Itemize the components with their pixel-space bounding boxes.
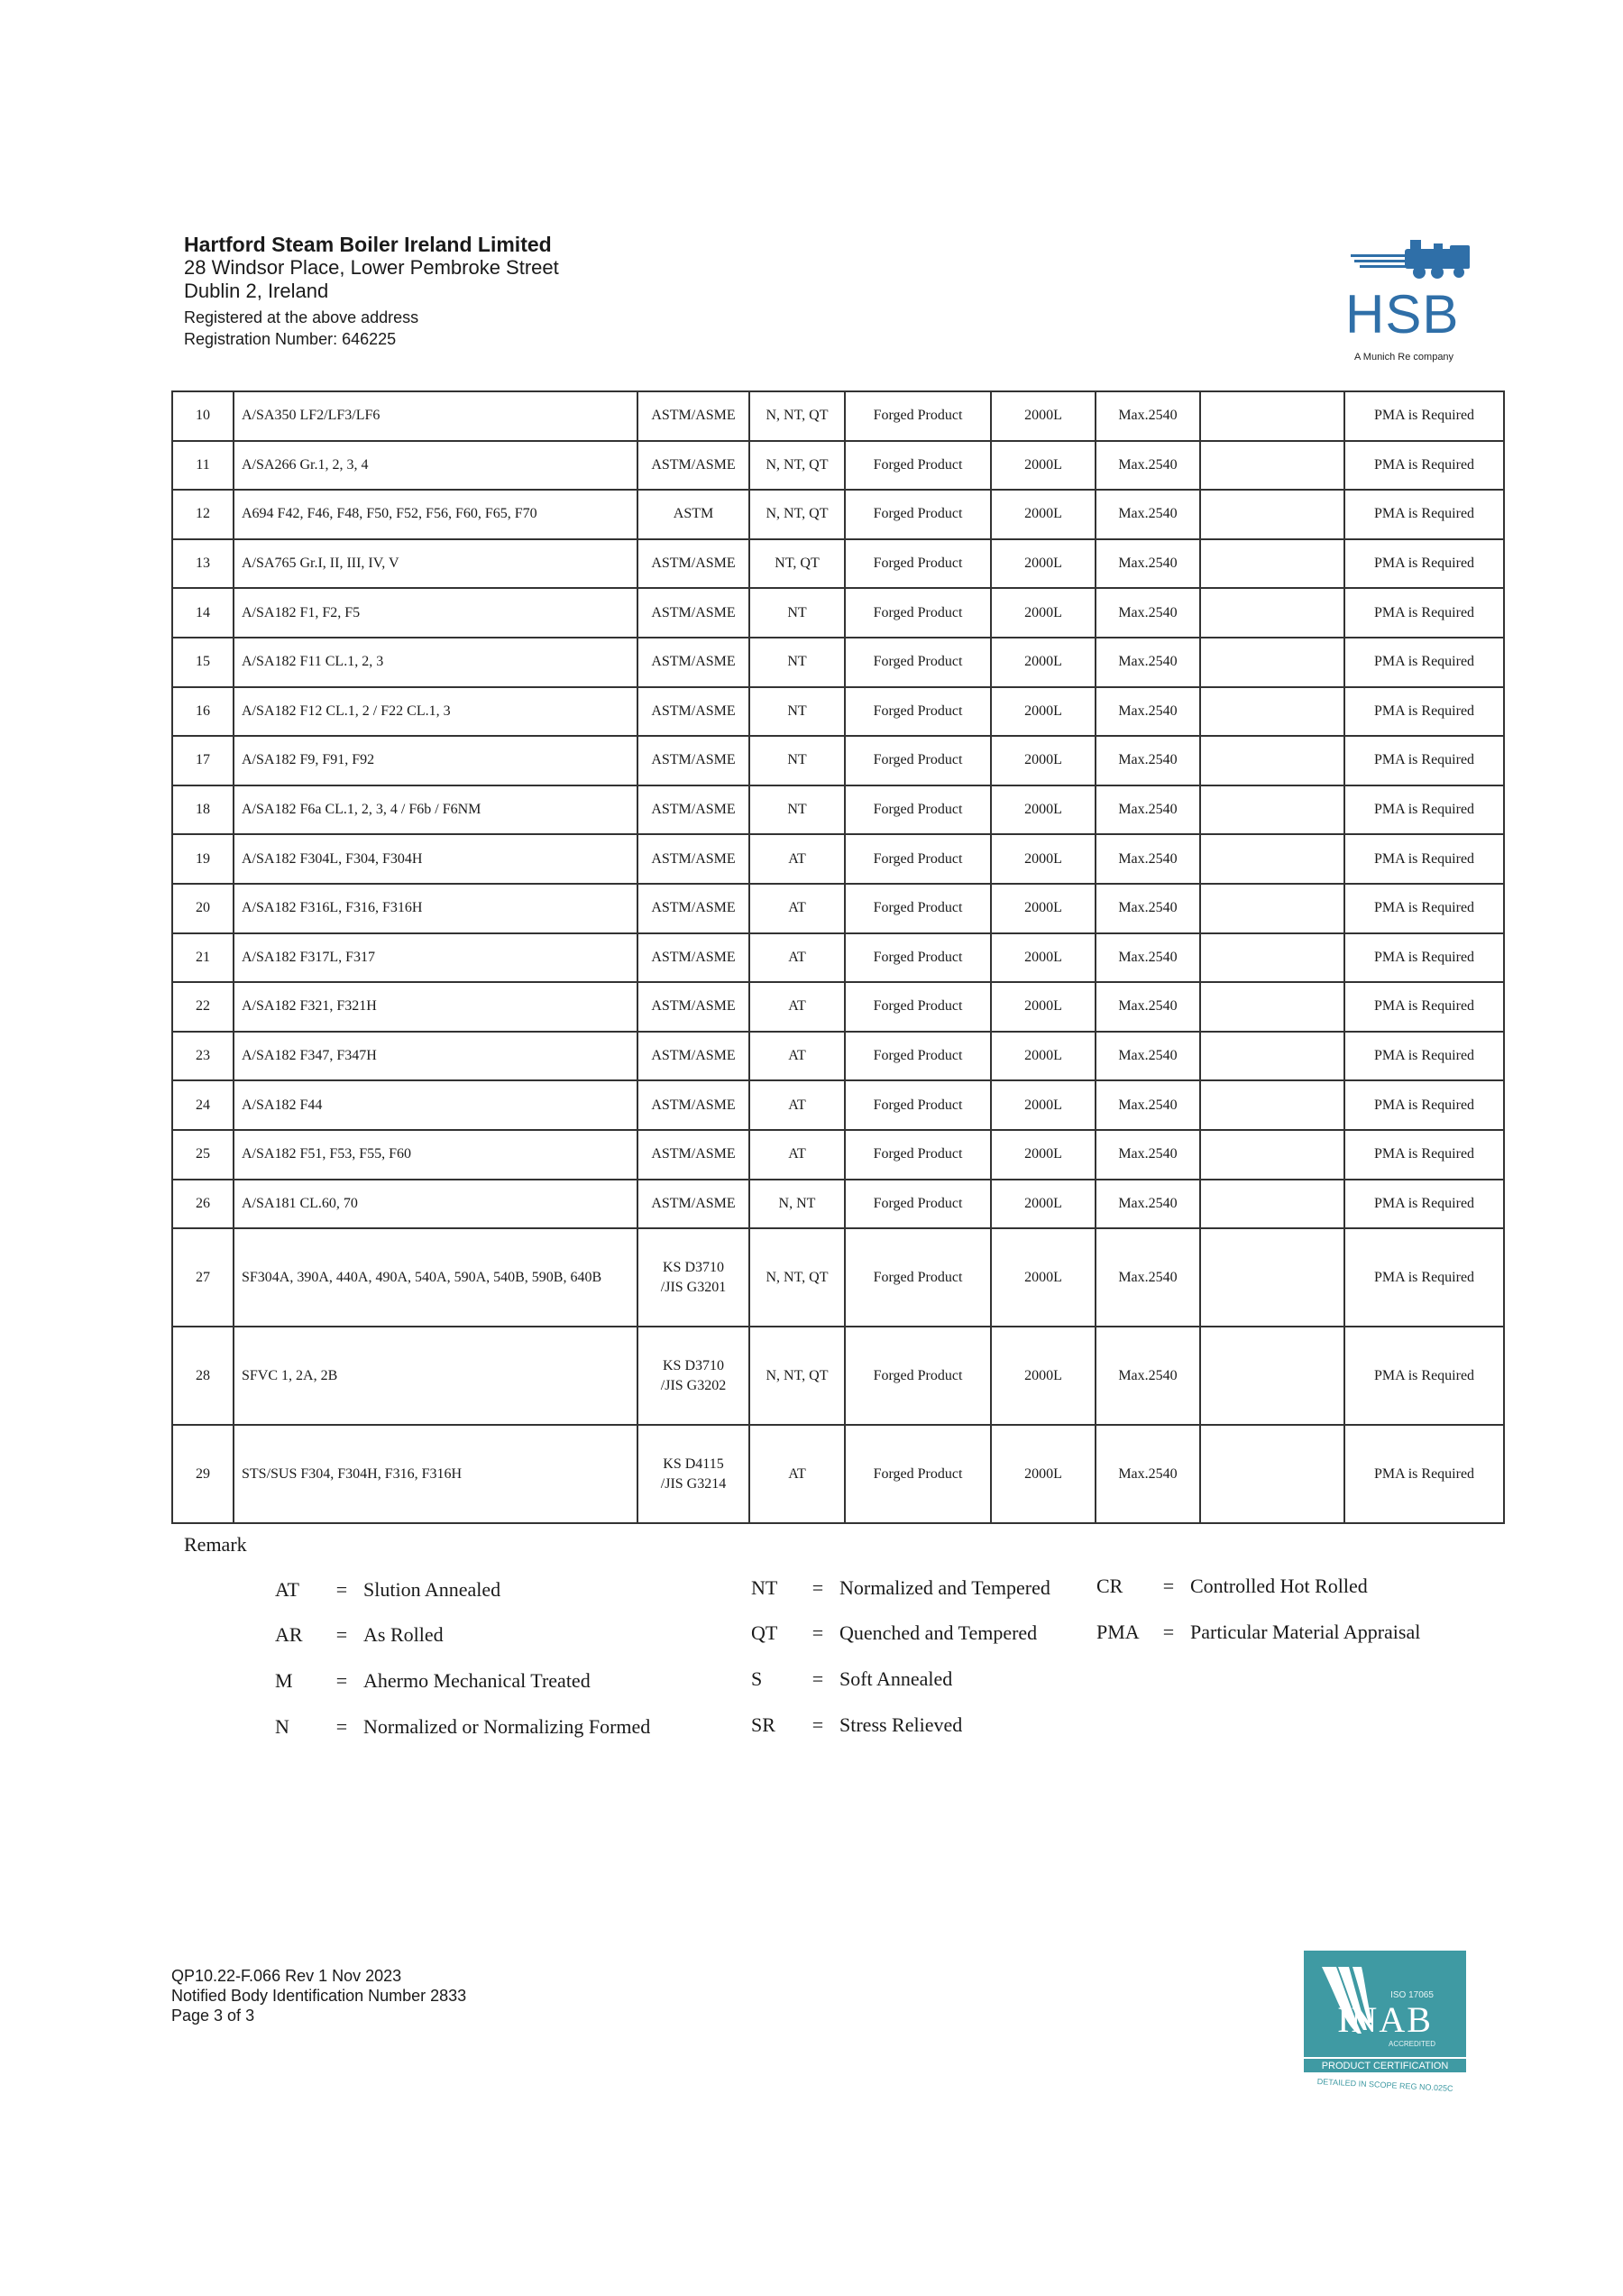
thickness-cell: 2000L bbox=[991, 1032, 1096, 1081]
materials-table bbox=[171, 390, 1505, 1524]
dimension-cell: Max.2540 bbox=[1096, 785, 1200, 835]
table-row bbox=[172, 1080, 1504, 1130]
table-row bbox=[172, 834, 1504, 884]
thickness-cell: 2000L bbox=[991, 834, 1096, 884]
remark-cell: PMA is Required bbox=[1344, 490, 1504, 539]
inab-accredited: ACCREDITED bbox=[1388, 2040, 1436, 2048]
blank-cell bbox=[1200, 834, 1344, 884]
material-cell: SFVC 1, 2A, 2B bbox=[234, 1327, 637, 1425]
legend-ar: AR = As Rolled bbox=[275, 1623, 444, 1646]
table-row bbox=[172, 490, 1504, 539]
standard-cell: ASTM/ASME bbox=[637, 884, 749, 933]
inab-mark: INAB bbox=[1337, 1999, 1433, 2040]
standard-cell: ASTM/ASME bbox=[637, 933, 749, 983]
table-row bbox=[172, 785, 1504, 835]
row-number: 24 bbox=[172, 1080, 234, 1130]
dimension-cell: Max.2540 bbox=[1096, 884, 1200, 933]
treatment-cell: NT bbox=[749, 638, 845, 687]
inab-badge-icon bbox=[1304, 1951, 1466, 2113]
material-cell: A/SA182 F51, F53, F55, F60 bbox=[234, 1130, 637, 1180]
dimension-cell: Max.2540 bbox=[1096, 834, 1200, 884]
material-cell: A/SA182 F1, F2, F5 bbox=[234, 588, 637, 638]
treatment-cell: N, NT, QT bbox=[749, 1327, 845, 1425]
blank-cell bbox=[1200, 785, 1344, 835]
material-cell: A/SA182 F12 CL.1, 2 / F22 CL.1, 3 bbox=[234, 687, 637, 737]
row-number: 17 bbox=[172, 736, 234, 785]
treatment-cell: AT bbox=[749, 1032, 845, 1081]
remark-cell: PMA is Required bbox=[1344, 785, 1504, 835]
thickness-cell: 2000L bbox=[991, 933, 1096, 983]
standard-cell: ASTM/ASME bbox=[637, 1180, 749, 1229]
blank-cell bbox=[1200, 884, 1344, 933]
table-row bbox=[172, 1130, 1504, 1180]
product-form-cell: Forged Product bbox=[845, 1080, 991, 1130]
standard-cell: ASTM/ASME bbox=[637, 687, 749, 737]
table-row bbox=[172, 588, 1504, 638]
thickness-cell: 2000L bbox=[991, 736, 1096, 785]
blank-cell bbox=[1200, 687, 1344, 737]
form-reference: QP10.22-F.066 Rev 1 Nov 2023 bbox=[171, 1967, 402, 1985]
material-cell: A/SA266 Gr.1, 2, 3, 4 bbox=[234, 441, 637, 491]
dimension-cell: Max.2540 bbox=[1096, 982, 1200, 1032]
product-form-cell: Forged Product bbox=[845, 1130, 991, 1180]
row-number: 15 bbox=[172, 638, 234, 687]
treatment-cell: NT bbox=[749, 588, 845, 638]
standard-cell: ASTM bbox=[637, 490, 749, 539]
thickness-cell: 2000L bbox=[991, 539, 1096, 589]
blank-cell bbox=[1200, 391, 1344, 441]
treatment-cell: AT bbox=[749, 1080, 845, 1130]
product-form-cell: Forged Product bbox=[845, 736, 991, 785]
product-form-cell: Forged Product bbox=[845, 1425, 991, 1523]
table-row bbox=[172, 441, 1504, 491]
remark-cell: PMA is Required bbox=[1344, 1327, 1504, 1425]
thickness-cell: 2000L bbox=[991, 638, 1096, 687]
locomotive-icon bbox=[1351, 236, 1477, 280]
material-cell: A/SA182 F321, F321H bbox=[234, 982, 637, 1032]
standard-cell: KS D3710 /JIS G3201 bbox=[637, 1228, 749, 1327]
treatment-cell: N, NT, QT bbox=[749, 441, 845, 491]
dimension-cell: Max.2540 bbox=[1096, 638, 1200, 687]
blank-cell bbox=[1200, 982, 1344, 1032]
product-form-cell: Forged Product bbox=[845, 1327, 991, 1425]
row-number: 16 bbox=[172, 687, 234, 737]
dimension-cell: Max.2540 bbox=[1096, 1180, 1200, 1229]
blank-cell bbox=[1200, 1180, 1344, 1229]
row-number: 22 bbox=[172, 982, 234, 1032]
material-cell: A/SA182 F9, F91, F92 bbox=[234, 736, 637, 785]
remark-cell: PMA is Required bbox=[1344, 588, 1504, 638]
dimension-cell: Max.2540 bbox=[1096, 1425, 1200, 1523]
blank-cell bbox=[1200, 933, 1344, 983]
dimension-cell: Max.2540 bbox=[1096, 391, 1200, 441]
inab-scope: DETAILED IN SCOPE REG NO.025C bbox=[1316, 2077, 1453, 2093]
table-row bbox=[172, 1228, 1504, 1327]
row-number: 14 bbox=[172, 588, 234, 638]
material-cell: SF304A, 390A, 440A, 490A, 540A, 590A, 540B, 590B, 640B bbox=[234, 1228, 637, 1327]
dimension-cell: Max.2540 bbox=[1096, 1032, 1200, 1081]
remark-cell: PMA is Required bbox=[1344, 1228, 1504, 1327]
remark-cell: PMA is Required bbox=[1344, 638, 1504, 687]
standard-cell: ASTM/ASME bbox=[637, 834, 749, 884]
remark-cell: PMA is Required bbox=[1344, 539, 1504, 589]
table-row bbox=[172, 1327, 1504, 1425]
thickness-cell: 2000L bbox=[991, 490, 1096, 539]
remark-cell: PMA is Required bbox=[1344, 884, 1504, 933]
page-number: Page 3 of 3 bbox=[171, 2007, 255, 2025]
standard-cell: ASTM/ASME bbox=[637, 982, 749, 1032]
dimension-cell: Max.2540 bbox=[1096, 1130, 1200, 1180]
blank-cell bbox=[1200, 1032, 1344, 1081]
row-number: 13 bbox=[172, 539, 234, 589]
row-number: 18 bbox=[172, 785, 234, 835]
material-cell: A/SA182 F44 bbox=[234, 1080, 637, 1130]
treatment-cell: N, NT bbox=[749, 1180, 845, 1229]
legend-s: S = Soft Annealed bbox=[751, 1667, 953, 1690]
product-form-cell: Forged Product bbox=[845, 490, 991, 539]
standard-cell: ASTM/ASME bbox=[637, 391, 749, 441]
remark-heading: Remark bbox=[184, 1533, 247, 1556]
letterhead bbox=[184, 233, 559, 350]
remark-cell: PMA is Required bbox=[1344, 1180, 1504, 1229]
dimension-cell: Max.2540 bbox=[1096, 588, 1200, 638]
blank-cell bbox=[1200, 490, 1344, 539]
product-form-cell: Forged Product bbox=[845, 638, 991, 687]
legend-sr: SR = Stress Relieved bbox=[751, 1713, 963, 1736]
table-row bbox=[172, 1425, 1504, 1523]
hsb-logo bbox=[1343, 236, 1479, 372]
blank-cell bbox=[1200, 1080, 1344, 1130]
product-form-cell: Forged Product bbox=[845, 834, 991, 884]
treatment-cell: NT bbox=[749, 687, 845, 737]
address-line-2: Dublin 2, Ireland bbox=[184, 280, 329, 302]
standard-cell: ASTM/ASME bbox=[637, 785, 749, 835]
thickness-cell: 2000L bbox=[991, 687, 1096, 737]
thickness-cell: 2000L bbox=[991, 391, 1096, 441]
standard-cell: KS D4115 /JIS G3214 bbox=[637, 1425, 749, 1523]
standard-cell: ASTM/ASME bbox=[637, 588, 749, 638]
material-cell: A694 F42, F46, F48, F50, F52, F56, F60, F65, F70 bbox=[234, 490, 637, 539]
blank-cell bbox=[1200, 736, 1344, 785]
product-form-cell: Forged Product bbox=[845, 391, 991, 441]
product-form-cell: Forged Product bbox=[845, 982, 991, 1032]
material-cell: STS/SUS F304, F304H, F316, F316H bbox=[234, 1425, 637, 1523]
thickness-cell: 2000L bbox=[991, 1228, 1096, 1327]
product-form-cell: Forged Product bbox=[845, 687, 991, 737]
material-cell: A/SA181 CL.60, 70 bbox=[234, 1180, 637, 1229]
inab-accreditation-logo bbox=[1304, 1951, 1466, 2113]
table-row bbox=[172, 982, 1504, 1032]
hsb-wordmark: HSB bbox=[1345, 284, 1460, 344]
product-form-cell: Forged Product bbox=[845, 441, 991, 491]
thickness-cell: 2000L bbox=[991, 1130, 1096, 1180]
standard-cell: ASTM/ASME bbox=[637, 736, 749, 785]
dimension-cell: Max.2540 bbox=[1096, 1327, 1200, 1425]
thickness-cell: 2000L bbox=[991, 1180, 1096, 1229]
remark-cell: PMA is Required bbox=[1344, 736, 1504, 785]
legend-n: N = Normalized or Normalizing Formed bbox=[275, 1715, 651, 1738]
remark-cell: PMA is Required bbox=[1344, 441, 1504, 491]
table-row bbox=[172, 933, 1504, 983]
remark-cell: PMA is Required bbox=[1344, 1425, 1504, 1523]
thickness-cell: 2000L bbox=[991, 1425, 1096, 1523]
material-cell: A/SA182 F316L, F316, F316H bbox=[234, 884, 637, 933]
table-row bbox=[172, 1032, 1504, 1081]
treatment-cell: N, NT, QT bbox=[749, 490, 845, 539]
legend-cr: CR = Controlled Hot Rolled bbox=[1096, 1575, 1368, 1597]
dimension-cell: Max.2540 bbox=[1096, 490, 1200, 539]
dimension-cell: Max.2540 bbox=[1096, 933, 1200, 983]
row-number: 21 bbox=[172, 933, 234, 983]
material-cell: A/SA182 F347, F347H bbox=[234, 1032, 637, 1081]
treatment-cell: NT bbox=[749, 785, 845, 835]
treatment-cell: AT bbox=[749, 834, 845, 884]
table-row bbox=[172, 539, 1504, 589]
inab-category: PRODUCT CERTIFICATION bbox=[1321, 2061, 1449, 2071]
row-number: 27 bbox=[172, 1228, 234, 1327]
row-number: 25 bbox=[172, 1130, 234, 1180]
dimension-cell: Max.2540 bbox=[1096, 539, 1200, 589]
legend-m: M = Ahermo Mechanical Treated bbox=[275, 1669, 591, 1692]
dimension-cell: Max.2540 bbox=[1096, 736, 1200, 785]
dimension-cell: Max.2540 bbox=[1096, 1228, 1200, 1327]
inab-iso: ISO 17065 bbox=[1390, 1990, 1434, 2000]
treatment-cell: AT bbox=[749, 933, 845, 983]
treatment-cell: NT, QT bbox=[749, 539, 845, 589]
standard-cell: ASTM/ASME bbox=[637, 441, 749, 491]
blank-cell bbox=[1200, 1130, 1344, 1180]
table-row bbox=[172, 736, 1504, 785]
row-number: 12 bbox=[172, 490, 234, 539]
product-form-cell: Forged Product bbox=[845, 1032, 991, 1081]
row-number: 10 bbox=[172, 391, 234, 441]
company-name: Hartford Steam Boiler Ireland Limited bbox=[184, 233, 552, 256]
table-row bbox=[172, 638, 1504, 687]
treatment-cell: N, NT, QT bbox=[749, 391, 845, 441]
treatment-cell: NT bbox=[749, 736, 845, 785]
row-number: 19 bbox=[172, 834, 234, 884]
standard-cell: ASTM/ASME bbox=[637, 1080, 749, 1130]
thickness-cell: 2000L bbox=[991, 1080, 1096, 1130]
treatment-cell: N, NT, QT bbox=[749, 1228, 845, 1327]
standard-cell: ASTM/ASME bbox=[637, 638, 749, 687]
notified-body-number: Notified Body Identification Number 2833 bbox=[171, 1987, 467, 2005]
treatment-cell: AT bbox=[749, 982, 845, 1032]
remark-cell: PMA is Required bbox=[1344, 391, 1504, 441]
table-row bbox=[172, 1180, 1504, 1229]
row-number: 28 bbox=[172, 1327, 234, 1425]
product-form-cell: Forged Product bbox=[845, 933, 991, 983]
remark-cell: PMA is Required bbox=[1344, 834, 1504, 884]
blank-cell bbox=[1200, 638, 1344, 687]
blank-cell bbox=[1200, 539, 1344, 589]
thickness-cell: 2000L bbox=[991, 884, 1096, 933]
remark-cell: PMA is Required bbox=[1344, 687, 1504, 737]
legend-pma: PMA = Particular Material Appraisal bbox=[1096, 1621, 1421, 1643]
blank-cell bbox=[1200, 441, 1344, 491]
standard-cell: KS D3710 /JIS G3202 bbox=[637, 1327, 749, 1425]
product-form-cell: Forged Product bbox=[845, 588, 991, 638]
product-form-cell: Forged Product bbox=[845, 1228, 991, 1327]
treatment-cell: AT bbox=[749, 1130, 845, 1180]
thickness-cell: 2000L bbox=[991, 785, 1096, 835]
product-form-cell: Forged Product bbox=[845, 884, 991, 933]
registered-note: Registered at the above address bbox=[184, 308, 419, 326]
remark-cell: PMA is Required bbox=[1344, 982, 1504, 1032]
table-row bbox=[172, 687, 1504, 737]
thickness-cell: 2000L bbox=[991, 588, 1096, 638]
treatment-cell: AT bbox=[749, 884, 845, 933]
material-cell: A/SA182 F304L, F304, F304H bbox=[234, 834, 637, 884]
remark-cell: PMA is Required bbox=[1344, 1032, 1504, 1081]
document-footer bbox=[171, 1966, 466, 2025]
remark-cell: PMA is Required bbox=[1344, 933, 1504, 983]
blank-cell bbox=[1200, 1228, 1344, 1327]
blank-cell bbox=[1200, 1425, 1344, 1523]
material-cell: A/SA182 F11 CL.1, 2, 3 bbox=[234, 638, 637, 687]
dimension-cell: Max.2540 bbox=[1096, 441, 1200, 491]
row-number: 20 bbox=[172, 884, 234, 933]
product-form-cell: Forged Product bbox=[845, 785, 991, 835]
material-cell: A/SA765 Gr.I, II, III, IV, V bbox=[234, 539, 637, 589]
thickness-cell: 2000L bbox=[991, 441, 1096, 491]
thickness-cell: 2000L bbox=[991, 982, 1096, 1032]
product-form-cell: Forged Product bbox=[845, 1180, 991, 1229]
standard-cell: ASTM/ASME bbox=[637, 539, 749, 589]
product-form-cell: Forged Product bbox=[845, 539, 991, 589]
remark-cell: PMA is Required bbox=[1344, 1080, 1504, 1130]
treatment-cell: AT bbox=[749, 1425, 845, 1523]
row-number: 11 bbox=[172, 441, 234, 491]
material-cell: A/SA182 F317L, F317 bbox=[234, 933, 637, 983]
remark-cell: PMA is Required bbox=[1344, 1130, 1504, 1180]
row-number: 26 bbox=[172, 1180, 234, 1229]
row-number: 23 bbox=[172, 1032, 234, 1081]
legend-at: AT = Slution Annealed bbox=[275, 1578, 501, 1601]
row-number: 29 bbox=[172, 1425, 234, 1523]
standard-cell: ASTM/ASME bbox=[637, 1032, 749, 1081]
blank-cell bbox=[1200, 588, 1344, 638]
dimension-cell: Max.2540 bbox=[1096, 1080, 1200, 1130]
legend-qt: QT = Quenched and Tempered bbox=[751, 1621, 1038, 1644]
standard-cell: ASTM/ASME bbox=[637, 1130, 749, 1180]
table-row bbox=[172, 884, 1504, 933]
blank-cell bbox=[1200, 1327, 1344, 1425]
hsb-tagline: A Munich Re company bbox=[1354, 352, 1454, 363]
address-line-1: 28 Windsor Place, Lower Pembroke Street bbox=[184, 256, 559, 279]
registration-number: Registration Number: 646225 bbox=[184, 330, 397, 348]
legend-nt: NT = Normalized and Tempered bbox=[751, 1576, 1050, 1599]
material-cell: A/SA350 LF2/LF3/LF6 bbox=[234, 391, 637, 441]
table-row bbox=[172, 391, 1504, 441]
dimension-cell: Max.2540 bbox=[1096, 687, 1200, 737]
material-cell: A/SA182 F6a CL.1, 2, 3, 4 / F6b / F6NM bbox=[234, 785, 637, 835]
thickness-cell: 2000L bbox=[991, 1327, 1096, 1425]
